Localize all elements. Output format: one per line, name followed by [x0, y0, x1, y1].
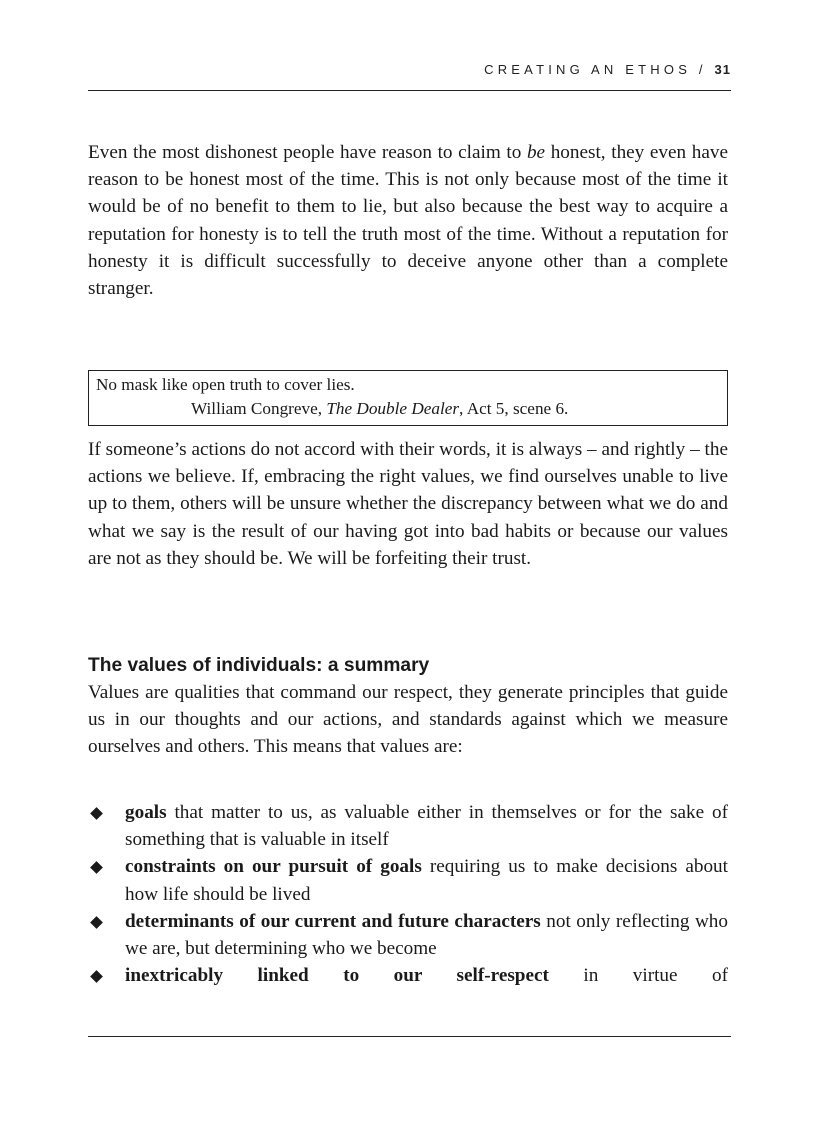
page-number: 31	[714, 62, 731, 77]
diamond-icon	[90, 916, 103, 929]
values-list	[88, 799, 728, 989]
emphasis-text: be	[526, 142, 546, 163]
diamond-icon	[90, 970, 103, 983]
running-head	[484, 62, 731, 77]
list-item-bold: goals	[125, 802, 167, 823]
quote-author: William Congreve,	[191, 399, 327, 418]
footer-rule	[88, 1036, 731, 1037]
list-item-bold: inextricably linked to our self-respect	[125, 965, 549, 987]
paragraph-summary-intro: Values are qualities that command our respect, they generate principles that guide us in our thoughts and our actions, and standards against which we measure ourselves and others. This means that values are:	[88, 682, 728, 758]
diamond-icon	[90, 862, 103, 875]
quote-location: , Act 5, scene 6.	[459, 399, 569, 418]
running-head-separator: /	[691, 62, 715, 77]
paragraph-text: Even the most dishonest people have reason to claim to	[88, 142, 527, 163]
section-heading: The values of individuals: a summary	[88, 655, 430, 676]
quotation-box	[88, 370, 728, 426]
list-item-bold: determinants of our current and future characters	[125, 910, 541, 932]
list-item-bold: constraints on our pursuit of goals	[125, 856, 422, 878]
paragraph-actions: If someone’s actions do not accord with their words, it is always – and rightly – the actions we believe. If, embracing the right values, we find ourselves unable to live up to them, others will be unsure whether the discrepancy between what we do and what we say is the result of our having got into bad habits or because our values are not as they should be. We will be forfeiting their trust.	[88, 439, 728, 569]
list-item-text: not only reflecting who we are, but determining who we become	[125, 910, 728, 960]
quote-text: No mask like open truth to cover lies.	[96, 375, 355, 394]
list-item	[88, 853, 728, 907]
list-item-text: that matter to us, as valuable either in themselves or for the sake of something that is valuable in itself	[125, 802, 728, 851]
diamond-icon	[90, 807, 103, 820]
paragraph-honesty	[88, 139, 728, 302]
list-item	[88, 962, 728, 989]
running-head-title: CREATING AN ETHOS	[484, 62, 692, 77]
list-item	[88, 908, 728, 962]
quote-attribution	[96, 397, 719, 421]
paragraph-text: honest, they even have reason to be honest most of the time. This is not only because most of the time it would be of no benefit to them to lie, but also because the best way to acquire a reputation for honesty is to tell the truth most of the time. Without a reputation for honesty it is difficult successfully to deceive anyone other than a complete stranger.	[88, 142, 728, 300]
list-item	[88, 799, 728, 853]
header-rule	[88, 90, 731, 91]
quote-work-title: The Double Dealer	[326, 399, 460, 418]
list-item-text: in virtue of	[548, 965, 728, 987]
list-item-text: requiring us to make decisions about how life should be lived	[125, 856, 728, 905]
